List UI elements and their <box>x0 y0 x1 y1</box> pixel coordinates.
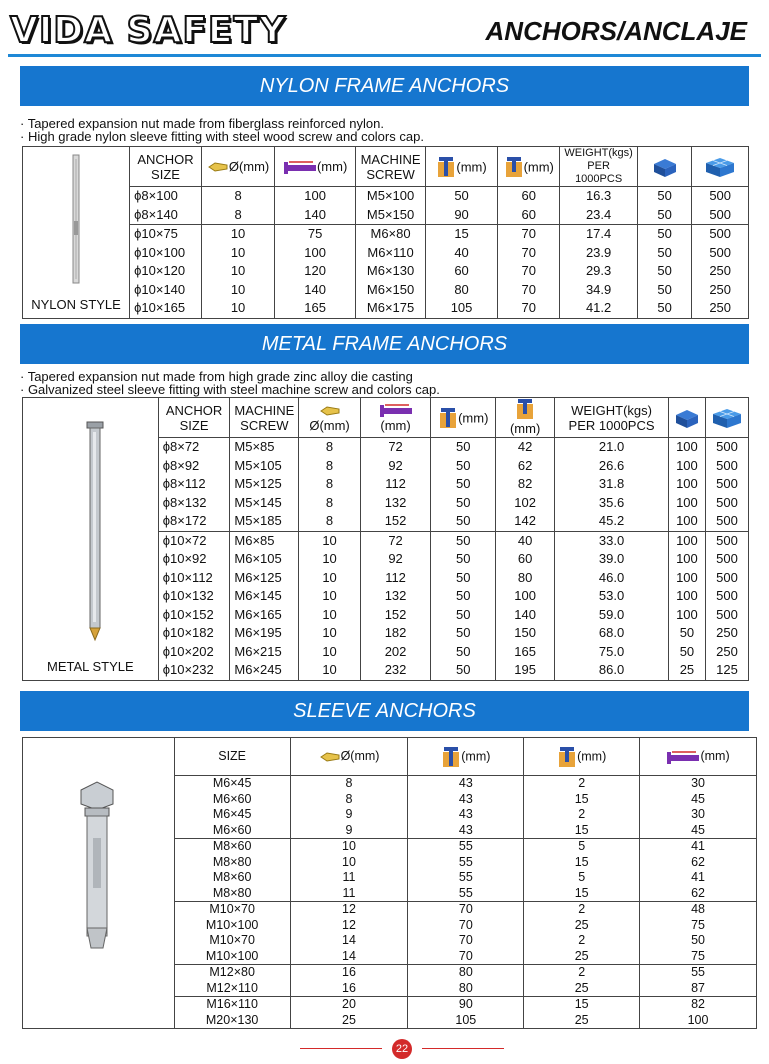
metal-notes <box>20 370 440 396</box>
nylon-g2-length: 75 100 120 140 165 <box>275 225 356 319</box>
small-box-icon <box>673 407 701 429</box>
metal-g2-carton: 500 500 500 500 500 250 250 125 <box>705 531 748 680</box>
metal-col-depth <box>496 398 555 438</box>
sleeve-g4-size: M12×80 M12×110 <box>174 965 290 997</box>
sleeve-g2-size: M8×60 M8×80 M8×60 M8×80 <box>174 839 290 902</box>
page-number: 22 <box>392 1039 412 1059</box>
nylon-g2-depth: 70 70 70 70 70 <box>498 225 560 319</box>
metal-col-depth-label: (mm) <box>509 421 541 437</box>
metal-col-length <box>360 398 431 438</box>
nylon-g2-carton: 500 500 250 250 250 <box>692 225 749 319</box>
nylon-g1-length: 100 140 <box>275 187 356 225</box>
nylon-section-banner: NYLON FRAME ANCHORS <box>20 66 749 106</box>
metal-col-box <box>668 398 705 438</box>
nylon-col-depth <box>498 147 560 187</box>
nylon-g2-box: 50 50 50 50 50 <box>637 225 691 319</box>
metal-g2-screw: M6×85 M6×105 M6×125 M6×145 M6×165 M6×195 M6×215 M6×245 <box>230 531 299 680</box>
metal-note-2: · Galvanized steel sleeve fitting with steel machine screw and colors cap. <box>20 382 440 397</box>
fixture-thickness-icon <box>436 156 456 178</box>
sleeve-section-banner: SLEEVE ANCHORS <box>20 691 749 731</box>
metal-section-banner: METAL FRAME ANCHORS <box>20 324 749 364</box>
metal-col-dia <box>299 398 360 438</box>
brand-logo: VIDA SAFETY <box>10 10 287 51</box>
page-title: ANCHORS/ANCLAJE <box>485 16 747 46</box>
metal-g1-size: ϕ8×72 ϕ8×92 ϕ8×112 ϕ8×132 ϕ8×172 <box>158 438 230 532</box>
nylon-g1-weight: 16.3 23.4 <box>560 187 637 225</box>
sleeve-g4-dia: 16 16 <box>290 965 408 997</box>
metal-g2-length: 72 92 112 132 152 182 202 232 <box>360 531 431 680</box>
nylon-g2-weight: 17.4 23.9 29.3 34.9 41.2 <box>560 225 637 319</box>
sleeve-g5-fixture: 90 105 <box>408 997 524 1029</box>
nylon-note-1: · Tapered expansion nut made from fiberglass reinforced nylon. <box>20 116 384 131</box>
nylon-col-fixture <box>426 147 498 187</box>
metal-spec-table <box>22 397 749 681</box>
nylon-g2-dia: 10 10 10 10 10 <box>201 225 274 319</box>
nylon-g1-carton: 500 500 <box>692 187 749 225</box>
sleeve-g3-fixture: 70 70 70 70 <box>408 902 524 965</box>
sleeve-g1-length: 30 45 30 45 <box>640 776 757 839</box>
metal-style-label: METAL STYLE <box>47 658 134 674</box>
sleeve-g1-depth: 2 15 2 15 <box>524 776 640 839</box>
sleeve-g2-depth: 5 15 5 15 <box>524 839 640 902</box>
nylon-col-fixture-label: (mm) <box>456 159 487 174</box>
nylon-col-depth-label: (mm) <box>523 159 554 174</box>
nylon-style-label: NYLON STYLE <box>31 296 121 312</box>
nylon-anchor-image <box>23 151 133 321</box>
sleeve-g1-fixture: 43 43 43 43 <box>408 776 524 839</box>
sleeve-g4-length: 55 87 <box>640 965 757 997</box>
sleeve-g2-length: 41 62 41 62 <box>640 839 757 902</box>
drill-bit-icon <box>319 751 341 763</box>
metal-g1-carton: 500 500 500 500 500 <box>705 438 748 532</box>
metal-col-carton <box>705 398 748 438</box>
sleeve-g5-length: 82 100 <box>640 997 757 1029</box>
sleeve-col-dia <box>290 738 408 776</box>
sleeve-spec-table <box>22 737 757 1029</box>
nylon-col-length <box>275 147 356 187</box>
nylon-g1-box: 50 50 <box>637 187 691 225</box>
sleeve-g5-dia: 20 25 <box>290 997 408 1029</box>
embed-depth-icon <box>504 156 524 178</box>
nylon-g2-size: ϕ10×75 ϕ10×100 ϕ10×120 ϕ10×140 ϕ10×165 <box>130 225 202 319</box>
metal-col-weight: WEIGHT(kgs) PER 1000PCS <box>555 398 669 438</box>
sleeve-g4-depth: 2 25 <box>524 965 640 997</box>
nylon-notes <box>20 117 424 143</box>
header-rule <box>8 54 761 57</box>
sleeve-col-length-label: (mm) <box>700 749 730 764</box>
footer-line-right <box>422 1048 504 1049</box>
nylon-col-length-label: (mm) <box>316 159 348 175</box>
fixture-thickness-icon <box>438 407 458 429</box>
metal-g1-dia: 8 8 8 8 8 <box>299 438 360 532</box>
metal-image-cell <box>23 398 159 681</box>
sleeve-g2-dia: 10 10 11 11 <box>290 839 408 902</box>
sleeve-g3-dia: 12 12 14 14 <box>290 902 408 965</box>
footer-line-left <box>300 1048 382 1049</box>
sleeve-col-dia-label: Ø(mm) <box>340 749 380 764</box>
metal-col-dia-label: Ø(mm) <box>309 418 350 434</box>
metal-note-1: · Tapered expansion nut made from high grade zinc alloy die casting <box>20 369 413 384</box>
drill-bit-icon <box>207 161 229 173</box>
nylon-g2-fixture: 15 40 60 80 105 <box>426 225 498 319</box>
sleeve-col-size: SIZE <box>174 738 290 776</box>
metal-g2-depth: 40 60 80 100 140 150 165 195 <box>496 531 555 680</box>
sleeve-col-fixture <box>408 738 524 776</box>
carton-icon <box>710 407 744 429</box>
metal-g1-length: 72 92 112 132 152 <box>360 438 431 532</box>
sleeve-col-fixture-label: (mm) <box>461 749 491 763</box>
carton-icon <box>703 156 737 178</box>
nylon-col-weight: WEIGHT(kgs) PER 1000PCS <box>560 147 637 187</box>
nylon-col-screw: MACHINE SCREW <box>356 147 426 187</box>
metal-col-fixture <box>431 398 496 438</box>
nylon-note-2: · High grade nylon sleeve fitting with steel wood screw and colors cap. <box>20 129 424 144</box>
sleeve-image-cell <box>23 738 175 1029</box>
metal-g1-depth: 42 62 82 102 142 <box>496 438 555 532</box>
anchor-length-icon <box>666 750 700 764</box>
metal-g1-weight: 21.0 26.6 31.8 35.6 45.2 <box>555 438 669 532</box>
metal-g2-dia: 10 10 10 10 10 10 10 10 <box>299 531 360 680</box>
metal-g2-box: 100 100 100 100 100 50 50 25 <box>668 531 705 680</box>
nylon-col-size: ANCHOR SIZE <box>130 147 202 187</box>
nylon-spec-table <box>22 146 749 319</box>
sleeve-col-length <box>640 738 757 776</box>
nylon-col-carton <box>692 147 749 187</box>
sleeve-col-depth <box>524 738 640 776</box>
sleeve-anchor-image <box>23 778 175 978</box>
metal-g2-weight: 33.0 39.0 46.0 53.0 59.0 68.0 75.0 86.0 <box>555 531 669 680</box>
sleeve-g5-size: M16×110 M20×130 <box>174 997 290 1029</box>
sleeve-col-depth-label: (mm) <box>577 749 607 763</box>
sleeve-g2-fixture: 55 55 55 55 <box>408 839 524 902</box>
anchor-length-icon <box>283 160 317 174</box>
nylon-g2-screw: M6×80 M6×110 M6×130 M6×150 M6×175 <box>356 225 426 319</box>
sleeve-g3-depth: 2 25 2 25 <box>524 902 640 965</box>
nylon-g1-screw: M5×100 M5×150 <box>356 187 426 225</box>
sleeve-g3-size: M10×70 M10×100 M10×70 M10×100 <box>174 902 290 965</box>
drill-bit-icon <box>319 405 341 417</box>
metal-anchor-image <box>23 418 165 658</box>
sleeve-g1-size: M6×45 M6×60 M6×45 M6×60 <box>174 776 290 839</box>
sleeve-g3-length: 48 75 50 75 <box>640 902 757 965</box>
metal-g1-screw: M5×85 M5×105 M5×125 M5×145 M5×185 <box>230 438 299 532</box>
embed-depth-icon <box>515 398 535 420</box>
small-box-icon <box>651 156 679 178</box>
nylon-g1-depth: 60 60 <box>498 187 560 225</box>
metal-col-screw: MACHINE SCREW <box>230 398 299 438</box>
nylon-g1-dia: 8 8 <box>201 187 274 225</box>
nylon-g1-fixture: 50 90 <box>426 187 498 225</box>
anchor-length-icon <box>379 403 413 417</box>
metal-g2-size: ϕ10×72 ϕ10×92 ϕ10×112 ϕ10×132 ϕ10×152 ϕ10×182 ϕ10×202 ϕ10×232 <box>158 531 230 680</box>
nylon-g1-size: ϕ8×100 ϕ8×140 <box>130 187 202 225</box>
metal-g1-box: 100 100 100 100 100 <box>668 438 705 532</box>
nylon-image-cell <box>23 147 130 319</box>
metal-col-length-label: (mm) <box>380 418 411 434</box>
sleeve-g1-dia: 8 8 9 9 <box>290 776 408 839</box>
fixture-thickness-icon <box>441 746 461 768</box>
metal-col-size: ANCHOR SIZE <box>158 398 230 438</box>
metal-col-fixture-label: (mm) <box>458 410 489 425</box>
nylon-col-dia-label: Ø(mm) <box>228 159 270 175</box>
metal-g1-fixture: 50 50 50 50 50 <box>431 438 496 532</box>
nylon-col-dia <box>201 147 274 187</box>
nylon-col-box <box>637 147 691 187</box>
sleeve-g5-depth: 15 25 <box>524 997 640 1029</box>
embed-depth-icon <box>557 746 577 768</box>
sleeve-g4-fixture: 80 80 <box>408 965 524 997</box>
metal-g2-fixture: 50 50 50 50 50 50 50 50 <box>431 531 496 680</box>
